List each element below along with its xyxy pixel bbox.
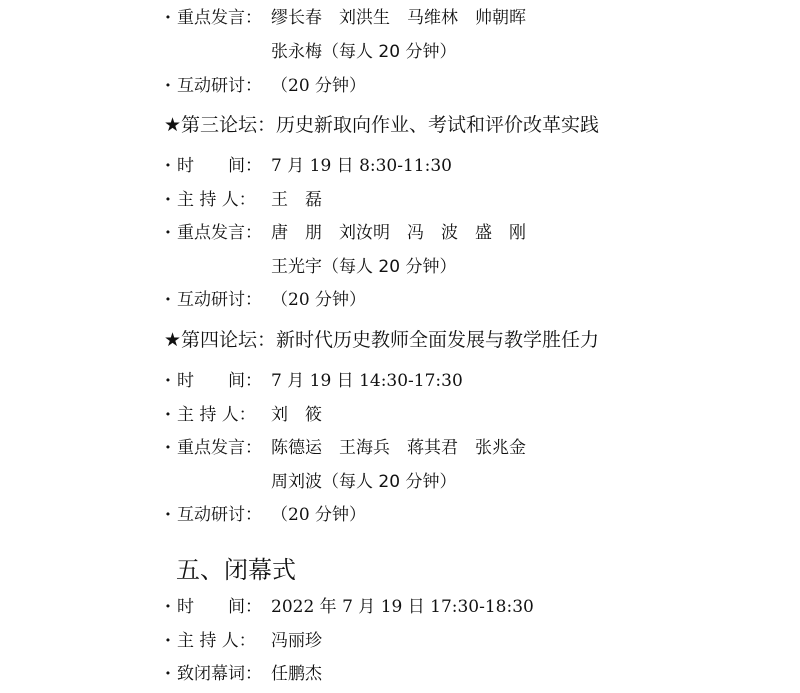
time-value: 7 月 19 日 14:30-17:30 [271,371,463,391]
forum3-discussion-row [165,286,366,314]
time-label: 时 间： [177,597,262,617]
forum3-time-row [165,152,452,180]
time-label: 时 间： [177,371,262,391]
discussion-label: 互动研讨： [177,76,262,96]
forum4-speakers-continued: 周刘波（每人 20 分钟） [271,472,457,492]
time-value: 2022 年 7 月 19 日 17:30-18:30 [271,597,534,617]
bullet: · [165,597,171,617]
speakers-label: 重点发言： [177,223,262,243]
bullet: · [165,664,171,684]
forum3-title: ★第三论坛：历史新取向作业、考试和评价改革实践 [164,114,600,136]
discussion-duration: （20 分钟） [271,505,367,525]
forum2-speakers-continued: 张永梅（每人 20 分钟） [271,42,457,62]
forum4-title: ★第四论坛：新时代历史教师全面发展与教学胜任力 [164,329,600,351]
discussion-duration: （20 分钟） [271,76,367,96]
closing-speech-label: 致闭幕词： [177,664,262,684]
closing-time-row [165,593,534,621]
forum2-discussion-row [165,72,366,100]
bullet: · [165,505,171,525]
host-label: 主 持 人： [177,405,256,425]
host-value: 冯丽珍 [271,631,322,651]
bullet: · [165,76,171,96]
host-label: 主 持 人： [177,631,256,651]
closing-host-row [165,627,322,655]
speakers-label: 重点发言： [177,438,262,458]
forum3-speakers-continued: 王光宇（每人 20 分钟） [271,257,457,277]
discussion-label: 互动研讨： [177,290,262,310]
host-value: 王 磊 [271,190,322,210]
bullet: · [165,438,171,458]
forum3-host-row [165,186,322,214]
forum4-discussion-row [165,501,366,529]
bullet: · [165,290,171,310]
forum4-time-row [165,367,463,395]
speakers-label: 重点发言： [177,8,262,28]
host-label: 主 持 人： [177,190,256,210]
discussion-duration: （20 分钟） [271,290,367,310]
bullet: · [165,371,171,391]
closing-section-title: 五、闭幕式 [176,556,296,584]
forum3-speakers-row [165,219,526,247]
bullet: · [165,405,171,425]
forum4-host-row [165,401,322,429]
time-value: 7 月 19 日 8:30-11:30 [271,156,452,176]
speakers-names: 唐 朋 刘汝明 冯 波 盛 刚 [271,223,526,243]
bullet: · [165,190,171,210]
closing-speech-row [165,660,322,688]
bullet: · [165,223,171,243]
discussion-label: 互动研讨： [177,505,262,525]
bullet: · [165,631,171,651]
closing-speech-value: 任鹏杰 [271,664,322,684]
speakers-names: 陈德运 王海兵 蒋其君 张兆金 [271,438,526,458]
bullet: · [165,8,171,28]
forum2-speakers-row [165,4,526,32]
bullet: · [165,156,171,176]
forum4-speakers-row [165,434,526,462]
speakers-names: 缪长春 刘洪生 马维林 帅朝晖 [271,8,526,28]
time-label: 时 间： [177,156,262,176]
host-value: 刘 筱 [271,405,322,425]
